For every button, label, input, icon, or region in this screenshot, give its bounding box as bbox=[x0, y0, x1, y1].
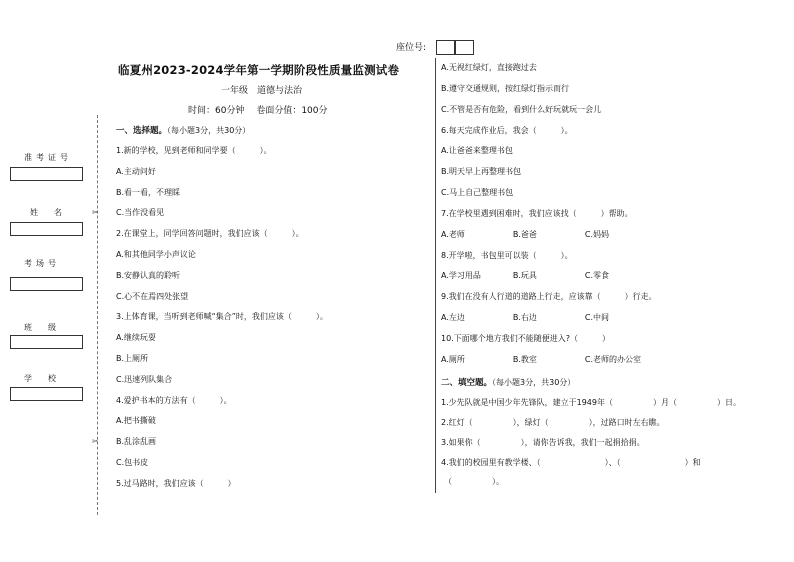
question-8: 8.开学啦，书包里可以装（ ）。 bbox=[441, 251, 573, 260]
option-2a: A.和其他同学小声议论 bbox=[116, 250, 196, 259]
section-title: 二、填空题。 bbox=[441, 378, 493, 388]
school-box[interactable] bbox=[10, 387, 83, 401]
option-1c: C.当作没看见 bbox=[116, 208, 165, 217]
option-2c: C.心不在焉四处张望 bbox=[116, 292, 189, 301]
exam-title: 临夏州2023-2024学年第一学期阶段性质量监测试卷 bbox=[118, 63, 400, 77]
fill-question-2: 2.红灯（ ），绿灯（ ），过路口时左右瞧。 bbox=[441, 418, 665, 427]
question-3: 3.上体育课，当听到老师喊“集合”时，我们应该（ ）。 bbox=[116, 312, 328, 321]
option-1a: A.主动问好 bbox=[116, 167, 156, 176]
option-6b: B.明天早上再整理书包 bbox=[441, 167, 522, 176]
sidebar-label-room: 考场号 bbox=[24, 259, 60, 268]
sidebar-label-class: 班 级 bbox=[24, 323, 60, 332]
section-heading-choice bbox=[116, 124, 250, 136]
scissor-icon: ✂ bbox=[92, 437, 99, 446]
room-box[interactable] bbox=[10, 277, 83, 291]
seat-number-box-2[interactable] bbox=[455, 40, 474, 55]
fill-question-4: 4.我们的校园里有教学楼、（ ）、（ ）和 bbox=[441, 458, 701, 467]
class-box[interactable] bbox=[10, 335, 83, 349]
option-3b: B.上厕所 bbox=[116, 354, 149, 363]
question-10: 10.下面哪个地方我们不能随便进入?（ ） bbox=[441, 334, 610, 343]
option-5a: A.无视红绿灯，直接跑过去 bbox=[441, 63, 537, 72]
sidebar-label-school: 学 校 bbox=[24, 374, 60, 383]
option-3a: A.继续玩耍 bbox=[116, 333, 156, 342]
option-2b: B.安静认真的聆听 bbox=[116, 271, 181, 280]
question-9: 9.我们在没有人行道的道路上行走，应该靠（ ）行走。 bbox=[441, 292, 657, 301]
question-6: 6.每天完成作业后，我会（ ）。 bbox=[441, 126, 573, 135]
section-note: （每小题3分，共30分） bbox=[492, 378, 576, 387]
seat-number-label: 座位号: bbox=[396, 43, 427, 53]
scissor-icon: ✂ bbox=[92, 208, 99, 217]
option-6a: A.让爸爸来整理书包 bbox=[441, 146, 513, 155]
option-6c: C.马上自己整理书包 bbox=[441, 188, 514, 197]
question-7: 7.在学校里遇到困难时，我们应该找（ ）帮助。 bbox=[441, 209, 633, 218]
option-3c: C.迅速列队集合 bbox=[116, 375, 173, 384]
exam-id-box[interactable] bbox=[10, 167, 83, 181]
exam-subtitle: 一年级 道德与法治 bbox=[221, 86, 303, 96]
fill-question-4-cont: （ ）。 bbox=[444, 477, 504, 486]
seat-number-box-1[interactable] bbox=[436, 40, 455, 55]
options-10: A.厕所 B.教室 C.老师的办公室 bbox=[441, 355, 642, 364]
section-heading-fill bbox=[441, 376, 575, 388]
question-1: 1.新的学校，见到老师和同学要（ ）。 bbox=[116, 146, 272, 155]
question-5: 5.过马路时，我们应该（ ） bbox=[116, 479, 236, 488]
fill-question-1: 1.少先队就是中国少年先锋队，建立于1949年（ ）月（ ）日。 bbox=[441, 398, 741, 407]
fill-question-3: 3.如果你（ ），请你告诉我，我们一起捐拾捐。 bbox=[441, 438, 645, 447]
question-4: 4.爱护书本的方法有（ ）。 bbox=[116, 396, 232, 405]
sidebar-label-exam-id: 准考证号 bbox=[24, 153, 72, 162]
option-5b: B.遵守交通规则，按红绿灯指示而行 bbox=[441, 84, 570, 93]
option-5c: C.不管是否有危险，看到什么好玩就玩一会儿 bbox=[441, 105, 602, 114]
options-7: A.老师 B.爸爸 C.妈妈 bbox=[441, 230, 610, 239]
options-9: A.左边 B.右边 C.中间 bbox=[441, 313, 610, 322]
exam-time-info: 时间：60分钟 卷面分值：100分 bbox=[188, 106, 328, 116]
section-note: （每小题3分，共30分） bbox=[167, 126, 251, 135]
section-title: 一、选择题。 bbox=[116, 126, 168, 136]
option-4b: B.乱涂乱画 bbox=[116, 437, 157, 446]
options-8: A.学习用品 B.玩具 C.零食 bbox=[441, 271, 610, 280]
option-4a: A.把书撕破 bbox=[116, 416, 156, 425]
name-box[interactable] bbox=[10, 222, 83, 236]
sidebar-label-name: 姓 名 bbox=[30, 208, 66, 217]
question-2: 2.在课堂上，同学回答问题时，我们应该（ ）。 bbox=[116, 229, 304, 238]
option-1b: B.看一看，不理睬 bbox=[116, 188, 181, 197]
option-4c: C.包书皮 bbox=[116, 458, 149, 467]
column-divider bbox=[435, 58, 436, 493]
binding-dashed-line bbox=[97, 115, 98, 515]
